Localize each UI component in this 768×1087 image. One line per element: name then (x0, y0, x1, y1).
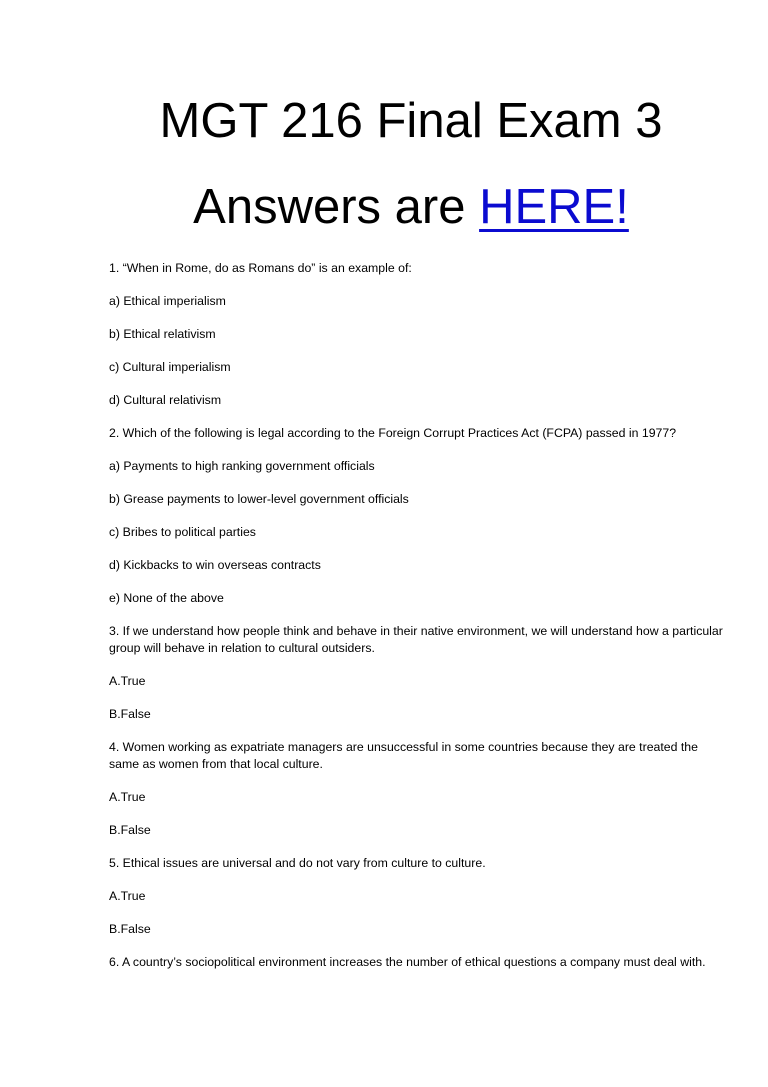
answer-option: d) Kickbacks to win overseas contracts (109, 558, 321, 572)
answers-link[interactable]: HERE! (479, 180, 629, 234)
answer-option: A.True (109, 790, 146, 804)
answer-option: B.False (109, 707, 151, 721)
answer-option: B.False (109, 823, 151, 837)
answer-option: a) Payments to high ranking government officials (109, 459, 375, 473)
title-line-1: MGT 216 Final Exam 3 (159, 94, 663, 148)
answer-option: A.True (109, 674, 146, 688)
answer-option: b) Grease payments to lower-level government officials (109, 492, 409, 506)
question-1: 1. “When in Rome, do as Romans do” is an example of: (109, 261, 412, 275)
answer-option: A.True (109, 889, 146, 903)
answer-option: b) Ethical relativism (109, 327, 216, 341)
question-5: 5. Ethical issues are universal and do not vary from culture to culture. (109, 856, 486, 870)
question-3: 3. If we understand how people think and behave in their native environment, we will understand how a particular group will behave in relation to cultural outsiders. (109, 624, 723, 655)
question-2: 2. Which of the following is legal according to the Foreign Corrupt Practices Act (FCPA) passed in 1977? (109, 426, 677, 440)
answer-option: c) Bribes to political parties (109, 525, 256, 539)
document-body (109, 260, 729, 987)
title-line-2 (100, 164, 722, 250)
answer-option: d) Cultural relativism (109, 393, 222, 407)
answer-option: B.False (109, 922, 151, 936)
answer-option: c) Cultural imperialism (109, 360, 231, 374)
question-4: 4. Women working as expatriate managers are unsuccessful in some countries because they are treated the same as women from that local culture. (109, 740, 698, 771)
title-prefix: Answers are (193, 180, 480, 234)
answer-option: e) None of the above (109, 591, 224, 605)
question-6: 6. A country’s sociopolitical environment increases the number of ethical questions a company must deal with. (109, 955, 706, 969)
answer-option: a) Ethical imperialism (109, 294, 226, 308)
document-title (100, 78, 722, 250)
